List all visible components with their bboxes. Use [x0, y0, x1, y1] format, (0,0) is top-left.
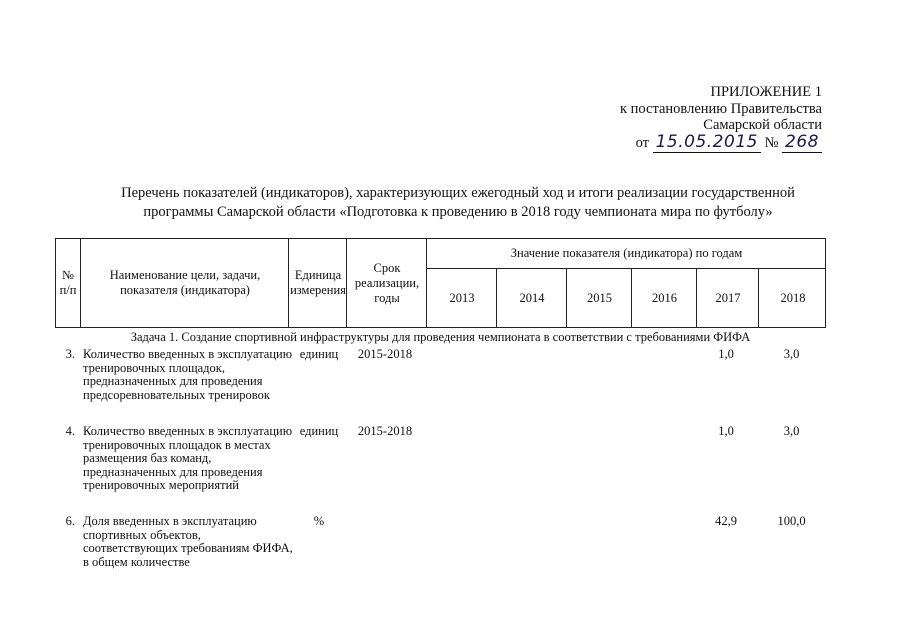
header-num: № п/п: [59, 268, 77, 297]
header-values-by-year: Значение показателя (индикатора) по годам: [426, 239, 826, 269]
header-year-2015: 2015: [566, 269, 632, 327]
row-indicator-name: Количество введенных в эксплуатацию тренировочных площадок в местах размещения баз команд, предназначенных для проведения тренировочных мероприятий: [83, 424, 293, 492]
row-unit: %: [313, 514, 325, 528]
handwritten-date: 15.05.2015: [653, 132, 761, 153]
row-number: 4.: [65, 424, 75, 438]
appendix-date-line: [635, 131, 822, 152]
row-value-2017: 42,9: [715, 514, 737, 528]
row-unit: единиц: [299, 424, 339, 438]
header-year-2014: 2014: [496, 269, 567, 327]
from-label: от: [635, 134, 649, 151]
header-year-2013: 2013: [426, 269, 497, 327]
number-label: №: [764, 134, 779, 151]
row-value-2017: 1,0: [718, 347, 734, 361]
table-header: [55, 238, 826, 328]
row-term: 2015-2018: [357, 347, 413, 361]
document-title-line-2: программы Самарской области «Подготовка к проведению в 2018 году чемпионата мира по футболу»: [143, 204, 773, 220]
row-value-2018: 3,0: [783, 347, 800, 361]
document-title: [58, 184, 858, 222]
row-indicator-name: Количество введенных в эксплуатацию тренировочных площадок, предназначенных для проведения предсоревновательных тренировок: [83, 347, 293, 402]
appendix-block: [620, 84, 822, 151]
header-unit: Единица измерения: [288, 239, 347, 327]
appendix-region: Самарской области: [703, 117, 822, 133]
row-number: 3.: [65, 347, 75, 361]
task-1-heading: Задача 1. Создание спортивной инфраструктуры для проведения чемпионата в соответствии с требованиями ФИФА: [130, 330, 751, 344]
appendix-subtitle: к постановлению Правительства: [620, 100, 822, 117]
header-year-2017: 2017: [696, 269, 759, 327]
row-value-2017: 1,0: [718, 424, 734, 438]
header-year-2018: 2018: [758, 269, 827, 327]
header-year-2016: 2016: [631, 269, 697, 327]
row-value-2018: 100,0: [777, 514, 806, 528]
row-value-2018: 3,0: [783, 424, 800, 438]
row-unit: единиц: [299, 347, 339, 361]
header-term: Срок реализации, годы: [346, 239, 427, 327]
handwritten-number: 268: [782, 132, 822, 153]
document-title-line-1: Перечень показателей (индикаторов), характеризующих ежегодный ход и итоги реализации государственной: [121, 185, 795, 201]
row-number: 6.: [65, 514, 75, 528]
header-name: Наименование цели, задачи, показателя (индикатора): [80, 239, 289, 327]
row-term: 2015-2018: [357, 424, 413, 438]
row-indicator-name: Доля введенных в эксплуатацию спортивных объектов, соответствующих требованиям ФИФА, в общем количестве: [83, 514, 293, 569]
appendix-title: ПРИЛОЖЕНИЕ 1: [710, 84, 822, 100]
